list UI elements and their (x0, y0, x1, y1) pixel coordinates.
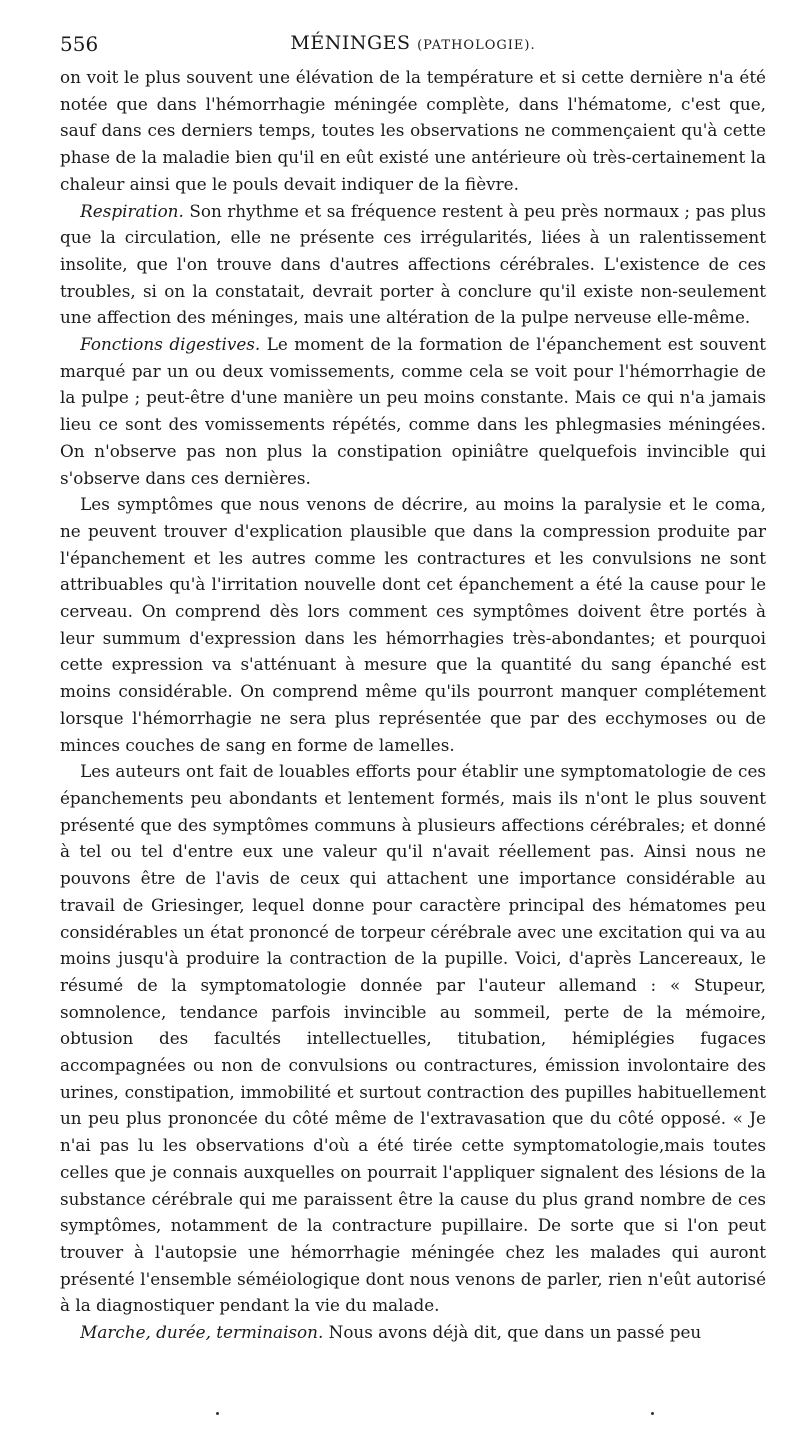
running-head (60, 30, 766, 64)
paragraph-text: Les auteurs ont fait de louables efforts pour établir une symptomatologie de ces épanchements peu abondants et lentement formés, mais ils n'ont le plus souvent présenté que des symptômes communs à plusieurs affections cérébrales; et donné à tel ou tel d'entre eux une valeur qu'il n'avait réellement pas. Ainsi nous ne pouvons être de l'avis de ceux qui attachent une importance considérable au travail de Griesinger, lequel donne pour caractère principal des hématomes peu considérables un état prononcé de torpeur cérébrale avec une excitation qui va au moins jusqu'à produire la contraction de la pupille. Voici, d'après Lancereaux, le résumé de la symptomatologie donnée par l'auteur allemand : « Stupeur, somnolence, tendance parfois invincible au sommeil, perte de la mémoire, obtusion des facultés intellectuelles, titubation, hémiplégies fugaces accompagnées ou non de convulsions ou contractures, émission involontaire des urines, constipation, immobilité et surtout contraction des pupilles habituellement un peu plus prononcée du côté même de l'extravasation que du côté opposé. « Je n'ai pas lu les observations d'où a été tirée cette symptomatologie,mais toutes celles que je connais auxquelles on pourrait l'appliquer signalent des lésions de la substance cérébrale qui me paraissent être la cause du plus grand nombre de ces symptômes, notamment de la contracture pupillaire. De sorte que si l'on peut trouver à l'autopsie une hémorrhagie méningée chez les malades qui auront présenté l'ensemble séméiologique dont nous venons de parler, rien n'eût autorisé à la diagnostiquer pendant la vie du malade. (60, 761, 766, 1316)
paragraph-text: Son rhythme et sa fréquence restent à peu près normaux ; pas plus que la circulation, elle ne présente ces irrégularités, liées à un ralentissement insolite, que l'on trouve dans d'autres affections cérébrales. L'existence de ces troubles, si on la constatait, devrait porter à conclure qu'il existe non-seulement une affection des méninges, mais une altération de la pulpe nerveuse elle-même. (60, 200, 766, 328)
print-speck (651, 1412, 654, 1415)
paragraph-course (60, 1319, 766, 1346)
paragraph-digestive (60, 331, 766, 491)
paragraph-lead: Marche, durée, terminaison. (80, 1322, 324, 1343)
paragraph-symptoms (60, 491, 766, 758)
page (60, 30, 766, 1346)
paragraph-respiration (60, 198, 766, 332)
paragraph-text: on voit le plus souvent une élévation de la température et si cette dernière n'a été notée que dans l'hémorrhagie méningée complète, dans l'hématome, c'est que, sauf dans ces derniers temps, toutes les observations ne commençaient qu'à cette phase de la maladie bien qu'il en eût existé une antérieure où très-certainement la chaleur ainsi que le pouls devait indiquer de la fièvre. (60, 67, 766, 194)
paragraph-text: Le moment de la formation de l'épanchement est souvent marqué par un ou deux vomissements, comme cela se voit pour l'hémorrhagie de la pulpe ; peut-être d'une manière un peu moins constante. Mais ce qui n'a jamais lieu ce sont des vomissements répétés, comme dans les phlegmasies méningées. On n'observe pas non plus la constipation opiniâtre quelquefois invincible qui s'observe dans ces dernières. (60, 334, 766, 488)
print-speck (216, 1412, 219, 1415)
print-marks (0, 1412, 800, 1422)
paragraph-text: Les symptômes que nous venons de décrire, au moins la paralysie et le coma, ne peuvent trouver d'explication plausible que dans la compression produite par l'épanchement et les autres comme les contractures et les convulsions ne sont attribuables qu'à l'irritation nouvelle dont cet épanchement a été la cause pour le cerveau. On comprend dès lors comment ces symptômes doivent être portés à leur summum d'expression dans les hémorrhagies très-abondantes; et pourquoi cette expression va s'atténuant à mesure que la quantité du sang épanché est moins considérable. On comprend même qu'ils pourront manquer complétement lorsque l'hémorrhagie ne sera plus représentée que par des ecchymoses ou de minces couches de sang en forme de lamelles. (60, 494, 766, 755)
paragraph-text: Nous avons déjà dit, que dans un passé peu (328, 1322, 702, 1343)
page-number: 556 (60, 32, 99, 56)
running-title (60, 32, 766, 54)
running-title-main: MÉNINGES (290, 32, 411, 54)
paragraph-authors (60, 758, 766, 1319)
body-text (60, 64, 766, 1346)
paragraph-lead: Fonctions digestives. (80, 334, 261, 355)
running-title-sub: (PATHOLOGIE). (417, 38, 536, 53)
paragraph-temperature (60, 64, 766, 198)
paragraph-lead: Respiration. (80, 200, 184, 221)
